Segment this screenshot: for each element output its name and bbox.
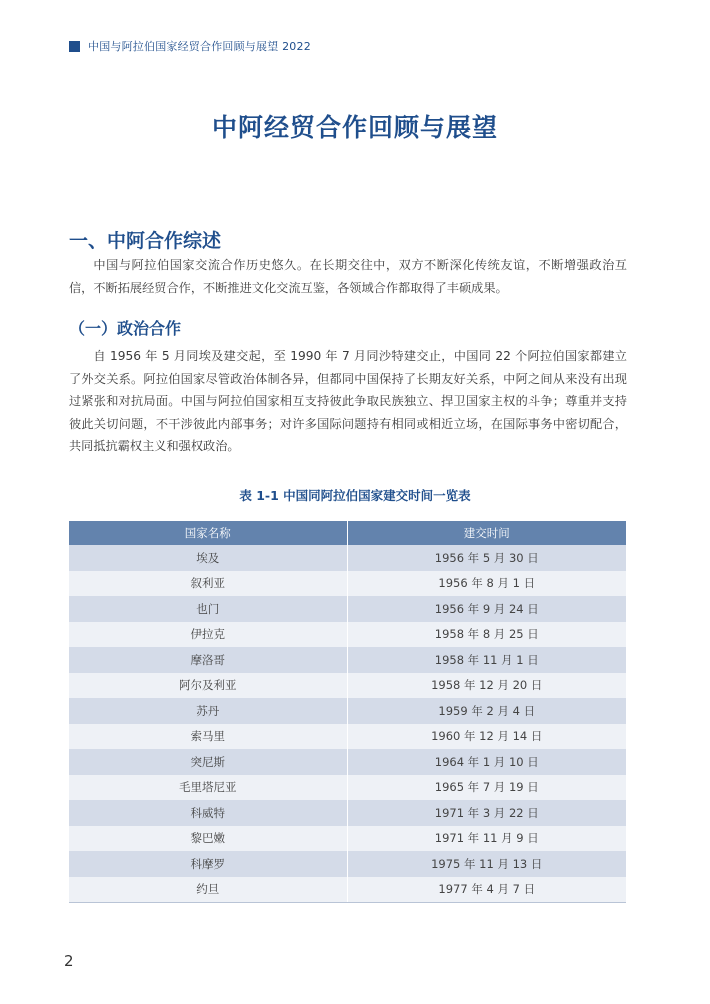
establishment-date-cell: 1956 年 5 月 30 日 — [434, 550, 539, 565]
establishment-date-cell: 1971 年 11 月 9 日 — [434, 831, 539, 846]
establishment-date-cell: 1964 年 1 月 10 日 — [434, 754, 539, 769]
table-row — [69, 775, 626, 801]
country-name-cell: 也门 — [69, 596, 348, 622]
table-row — [69, 571, 626, 597]
establishment-date-cell: 1965 年 7 月 19 日 — [434, 780, 539, 795]
establishment-date-cell: 1958 年 12 月 20 日 — [431, 678, 543, 693]
establishment-date-cell: 1977 年 4 月 7 日 — [438, 882, 536, 897]
table-row — [69, 673, 626, 699]
establishment-date-cell: 1956 年 8 月 1 日 — [438, 576, 536, 591]
table-row — [69, 545, 626, 571]
table-header-row — [69, 521, 626, 545]
section-heading-1: 一、中阿合作综述 — [69, 230, 222, 252]
country-name-cell: 阿尔及利亚 — [69, 673, 348, 699]
establishment-date-cell: 1958 年 11 月 1 日 — [434, 652, 539, 667]
country-name-cell: 黎巴嫩 — [69, 826, 348, 852]
country-name-cell: 科摩罗 — [69, 851, 348, 877]
country-name-cell: 摩洛哥 — [69, 647, 348, 673]
table-body — [69, 545, 626, 902]
table-row — [69, 724, 626, 750]
country-name-cell: 约旦 — [69, 877, 348, 903]
diplomatic-relations-table — [69, 521, 626, 903]
section-1-paragraph: 中国与阿拉伯国家交流合作历史悠久。在长期交往中，双方不断深化传统友谊，不断增强政治互信，不断拓展经贸合作，不断推进文化交流互鉴，各领域合作都取得了丰硕成果。 — [69, 258, 627, 295]
country-name-cell: 叙利亚 — [69, 571, 348, 597]
table-row — [69, 647, 626, 673]
table-header-date: 建交时间 — [463, 526, 510, 540]
page-title: 中阿经贸合作回顾与展望 — [211, 113, 498, 142]
table-row — [69, 622, 626, 648]
table-row — [69, 698, 626, 724]
country-name-cell: 苏丹 — [69, 698, 348, 724]
running-head-text: 中国与阿拉伯国家经贸合作回顾与展望 2022 — [88, 40, 311, 53]
establishment-date-cell: 1971 年 3 月 22 日 — [434, 805, 539, 820]
page-number: 2 — [64, 952, 74, 970]
establishment-date-cell: 1959 年 2 月 4 日 — [438, 703, 536, 718]
country-name-cell: 毛里塔尼亚 — [69, 775, 348, 801]
establishment-date-cell: 1956 年 9 月 24 日 — [434, 601, 539, 616]
establishment-date-cell: 1975 年 11 月 13 日 — [431, 856, 543, 871]
subsection-political-paragraph: 自 1956 年 5 月同埃及建交起，至 1990 年 7 月同沙特建交止，中国同 22 个阿拉伯国家都建立了外交关系。阿拉伯国家尽管政治体制各异，但都同中国保持了长期友好关系，中阿之间从来没有出现过紧张和对抗局面。中国与阿拉伯国家相互支持彼此争取民族独立、捍卫国家主权的斗争；尊重并支持彼此关切问题，不干涉彼此内部事务；对许多国际问题持有相同或相近立场，在国际事务中密切配合，共同抵抗霸权主义和强权政治。 — [69, 349, 627, 453]
table-row — [69, 800, 626, 826]
table-row — [69, 851, 626, 877]
country-name-cell: 伊拉克 — [69, 622, 348, 648]
country-name-cell: 索马里 — [69, 724, 348, 750]
running-head — [69, 38, 311, 54]
table-row — [69, 877, 626, 903]
table-caption: 表 1-1 中国同阿拉伯国家建交时间一览表 — [239, 488, 471, 503]
establishment-date-cell: 1958 年 8 月 25 日 — [434, 627, 539, 642]
establishment-date-cell: 1960 年 12 月 14 日 — [431, 729, 543, 744]
table-header-country: 国家名称 — [69, 521, 348, 545]
table-row — [69, 596, 626, 622]
subsection-heading-political: （一）政治合作 — [69, 319, 182, 338]
table-bottom-rule — [69, 902, 626, 903]
country-name-cell: 科威特 — [69, 800, 348, 826]
table-row — [69, 749, 626, 775]
country-name-cell: 突尼斯 — [69, 749, 348, 775]
square-marker-icon — [69, 41, 80, 52]
table-row — [69, 826, 626, 852]
country-name-cell: 埃及 — [69, 545, 348, 571]
